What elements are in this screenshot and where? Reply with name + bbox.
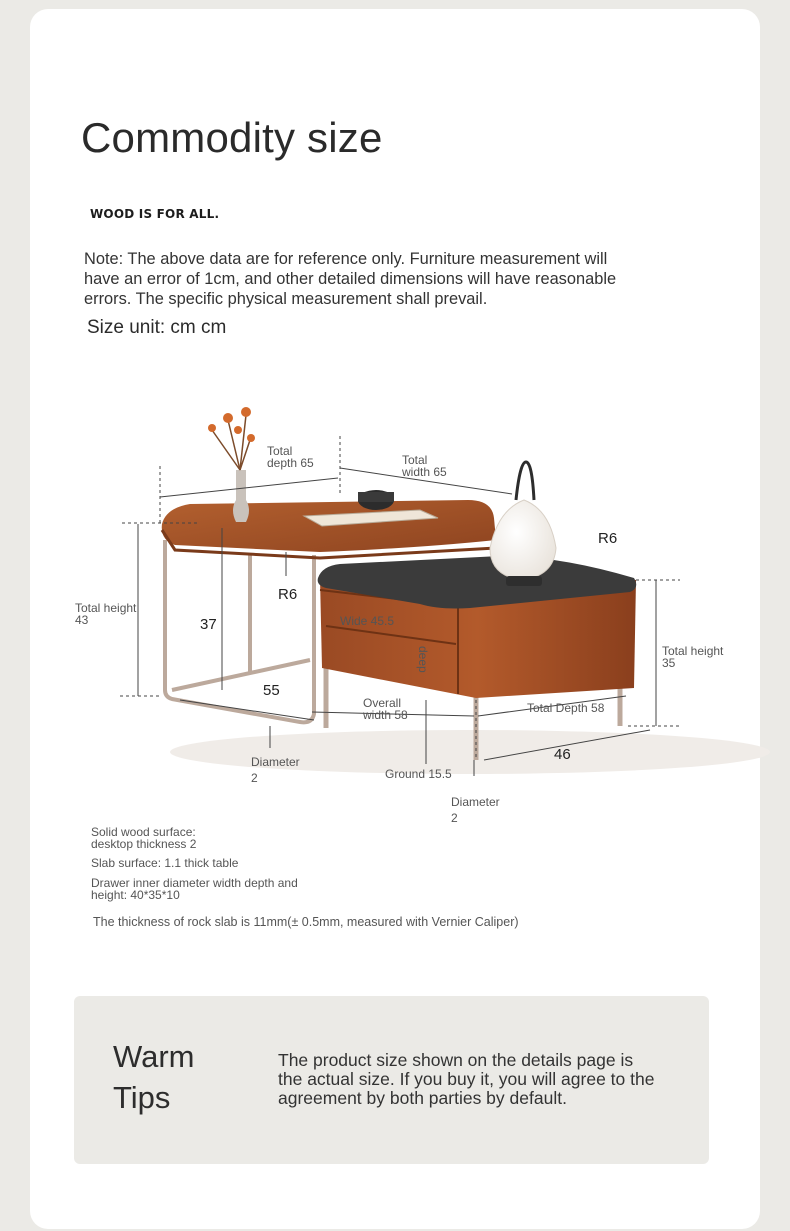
warm-tips-box — [74, 996, 709, 1164]
measurement-note: Note: The above data are for reference only. Furniture measurement will have an error of 1cm, and other detailed dimensions will have reasonable errors. The specific physical measurement shall prevail. — [84, 250, 617, 308]
label-left-55: 55 — [263, 682, 280, 699]
warm-tips-title: Warm Tips — [113, 1039, 195, 1115]
label-r6-left: R6 — [278, 586, 298, 603]
page-title: Commodity size — [81, 114, 383, 161]
spec-rock-slab: The thickness of rock slab is 11mm(± 0.5mm, measured with Vernier Caliper) — [93, 915, 519, 929]
warm-tips-text: The product size shown on the details page is the actual size. If you buy it, you will agree to the agreement by both parties by default. — [278, 1050, 655, 1108]
spec-solid-wood: Solid wood surface: desktop thickness 2 — [91, 825, 197, 851]
label-diameter-left: Diameter 2 — [251, 755, 300, 785]
label-overall-width: Overall width 58 — [363, 696, 408, 722]
label-r6-right: R6 — [598, 530, 618, 547]
label-wide: Wide 45.5 — [340, 614, 395, 628]
brand-slogan: WOOD IS FOR ALL. — [90, 207, 220, 221]
label-deep: deep — [416, 646, 430, 673]
left-table-frame — [165, 540, 314, 722]
label-total-width: Total width 65 — [402, 453, 447, 479]
label-total-depth-58: Total Depth 58 — [527, 701, 605, 715]
label-right-46: 46 — [554, 746, 571, 763]
flowers — [212, 415, 250, 470]
label-right-total-height: Total height 35 — [662, 644, 724, 670]
size-unit: Size unit: cm cm — [87, 317, 227, 338]
lamp-handle — [516, 462, 534, 500]
vase — [233, 470, 249, 522]
spec-slab-surface: Slab surface: 1.1 thick table — [91, 856, 239, 870]
label-diameter-right: Diameter 2 — [451, 795, 500, 825]
label-left-total-height: Total height 43 — [75, 601, 137, 627]
label-left-37: 37 — [200, 616, 217, 633]
label-total-depth: Total depth 65 — [267, 444, 314, 470]
spec-drawer: Drawer inner diameter width depth and height: 40*35*10 — [91, 876, 298, 902]
lamp — [490, 500, 556, 580]
label-ground: Ground 15.5 — [385, 767, 452, 781]
